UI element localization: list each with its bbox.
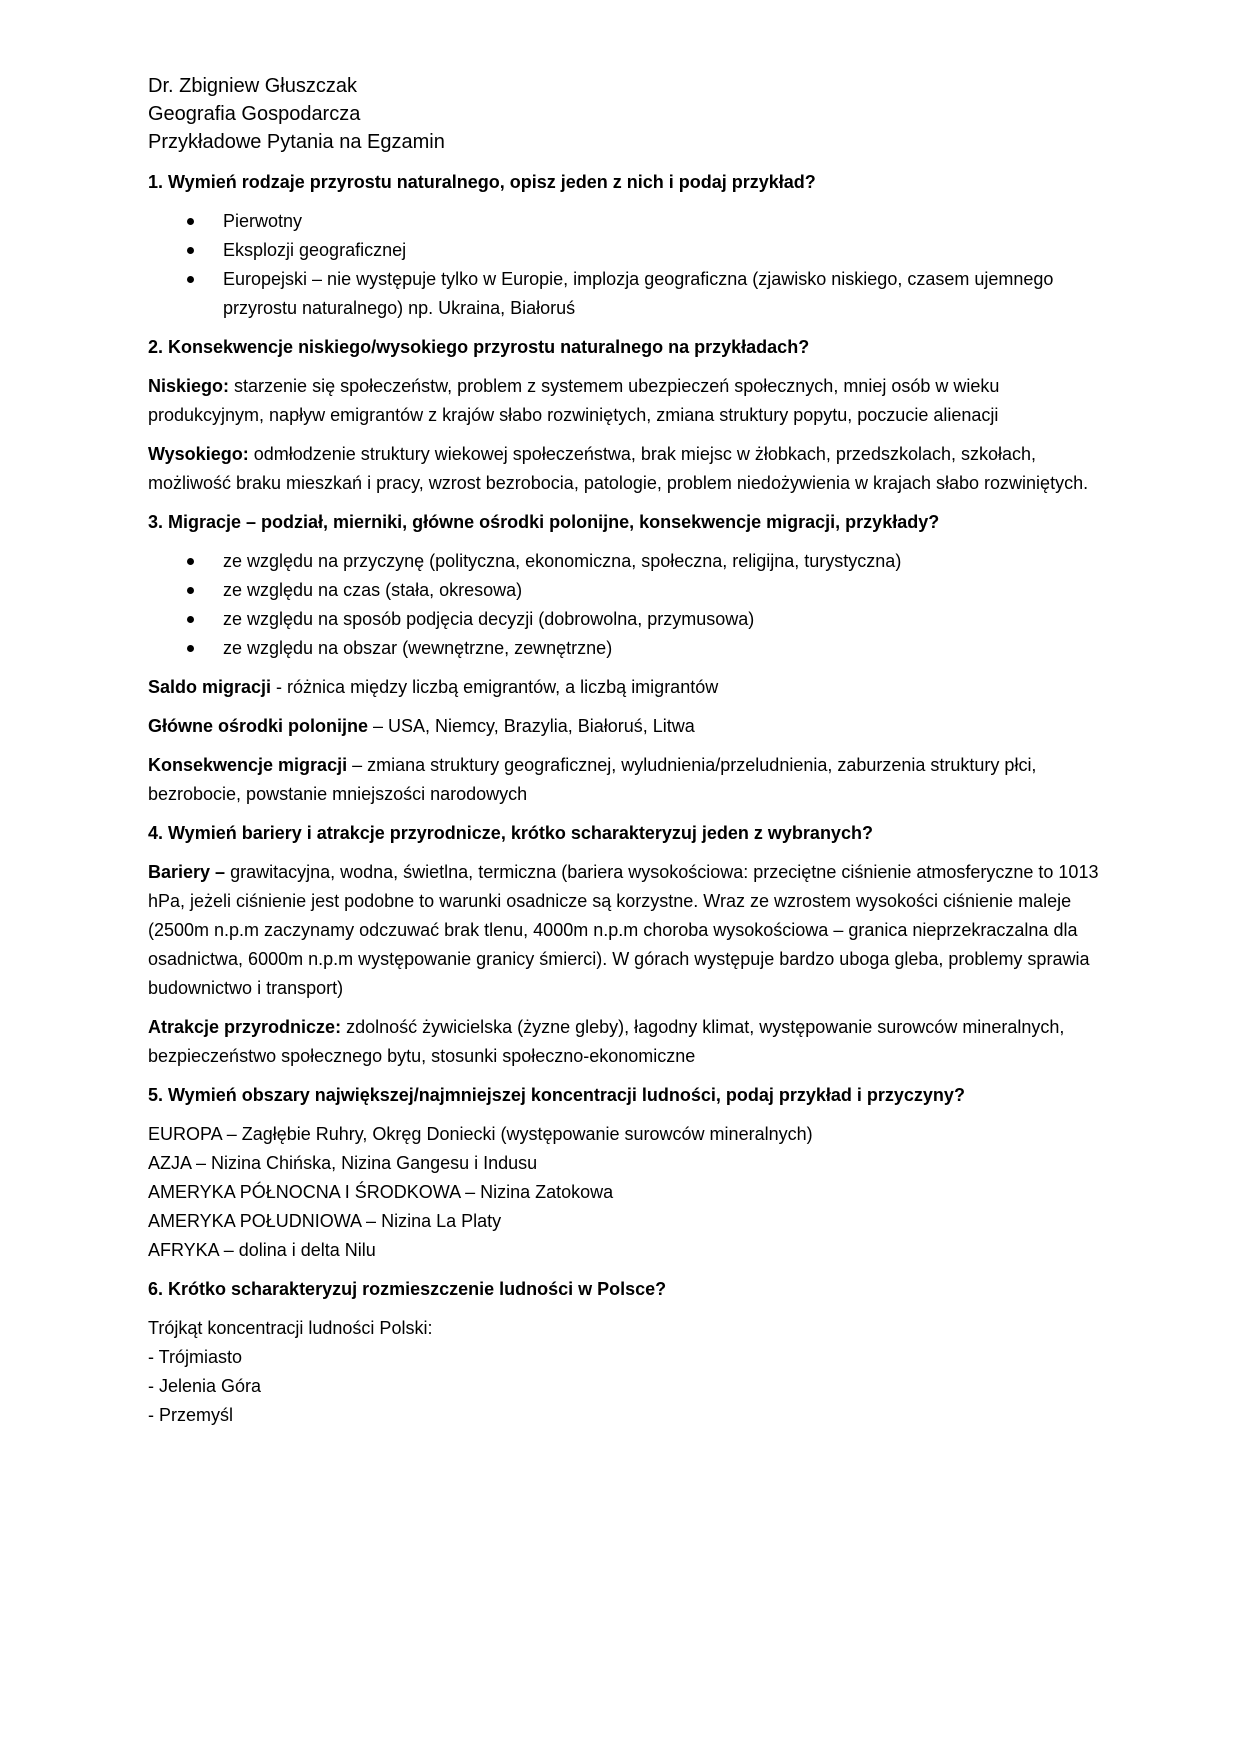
answer-text: – zmiana struktury geograficznej, wyludnienia/przeludnienia, zaburzenia struktury płci, bezrobocie, powstanie mniejszości narodowych (148, 755, 1037, 804)
answer-label: Wysokiego: (148, 444, 249, 464)
text-line: AFRYKA – dolina i delta Nilu (148, 1240, 376, 1260)
question-5-lines (148, 1120, 1108, 1265)
question-1-list (148, 207, 1108, 323)
document-page (148, 72, 1108, 1440)
answer-text: grawitacyjna, wodna, świetlna, termiczna (bariera wysokościowa: przeciętne ciśnienie atmosferyczne to 1013 hPa, jeżeli ciśnienie jest podobne to warunki osadnicze są korzystne. Wraz ze wzrostem wysokości ciśnienie maleje (2500m n.p.m zaczynamy odczuwać brak tlenu, 4000m n.p.m choroba wysokościowa – granica nieprzekraczalna dla osadnictwa, 6000m n.p.m występowanie granicy śmierci). W górach występuje bardzo uboga gleba, problemy sprawia budownictwo i transport) (148, 862, 1099, 998)
answer-label: Konsekwencje migracji (148, 755, 348, 775)
answer-label: Niskiego: (148, 376, 230, 396)
list-item: ze względu na czas (stała, okresowa) (148, 576, 1108, 605)
answer-label: Bariery – (148, 862, 226, 882)
text-line: AMERYKA POŁUDNIOWA – Nizina La Platy (148, 1211, 502, 1231)
question-2: 2. Konsekwencje niskiego/wysokiego przyrostu naturalnego na przykładach? (148, 337, 810, 357)
answer-paragraph-centers (148, 712, 1108, 741)
question-3-list (148, 547, 1108, 663)
answer-paragraph-attractions (148, 1013, 1108, 1071)
list-item: ze względu na przyczynę (polityczna, ekonomiczna, społeczna, religijna, turystyczna) (148, 547, 1108, 576)
answer-text: zdolność żywicielska (żyzne gleby), łagodny klimat, występowanie surowców mineralnych, bezpieczeństwo społecznego bytu, stosunki społeczno-ekonomiczne (148, 1017, 1065, 1066)
document-header (148, 72, 1108, 156)
answer-text: starzenie się społeczeństw, problem z systemem ubezpieczeń społecznych, mniej osób w wieku produkcyjnym, napływ emigrantów z krajów słabo rozwiniętych, zmiana struktury popytu, poczucie alienacji (148, 376, 1000, 425)
text-line: EUROPA – Zagłębie Ruhry, Okręg Doniecki (występowanie surowców mineralnych) (148, 1124, 813, 1144)
answer-label: Główne ośrodki polonijne (148, 716, 369, 736)
text-line: Trójkąt koncentracji ludności Polski: (148, 1318, 433, 1338)
document-subtitle: Przykładowe Pytania na Egzamin (148, 131, 445, 153)
answer-paragraph-consequences (148, 751, 1108, 809)
text-line: - Przemyśl (148, 1405, 233, 1425)
list-item: ze względu na sposób podjęcia decyzji (dobrowolna, przymusowa) (148, 605, 1108, 634)
answer-text: odmłodzenie struktury wiekowej społeczeństwa, brak miejsc w żłobkach, przedszkolach, szkołach, możliwość braku mieszkań i pracy, wzrost bezrobocia, patologie, problem niedożywienia w krajach słabo rozwiniętych. (148, 444, 1089, 493)
question-4: 4. Wymień bariery i atrakcje przyrodnicze, krótko scharakteryzuj jeden z wybranych? (148, 823, 873, 843)
answer-paragraph-saldo (148, 673, 1108, 702)
text-line: - Trójmiasto (148, 1347, 243, 1367)
list-item: Eksplozji geograficznej (148, 236, 1108, 265)
course-title: Geografia Gospodarcza (148, 103, 361, 125)
answer-text: - różnica między liczbą emigrantów, a liczbą imigrantów (271, 677, 719, 697)
text-line: AMERYKA PÓŁNOCNA I ŚRODKOWA – Nizina Zatokowa (148, 1182, 614, 1202)
text-line: AZJA – Nizina Chińska, Nizina Gangesu i Indusu (148, 1153, 538, 1173)
answer-text: – USA, Niemcy, Brazylia, Białoruś, Litwa (368, 716, 695, 736)
question-6-lines (148, 1314, 1108, 1430)
question-1: 1. Wymień rodzaje przyrostu naturalnego, opisz jeden z nich i podaj przykład? (148, 172, 816, 192)
answer-label: Saldo migracji (148, 677, 272, 697)
text-line: - Jelenia Góra (148, 1376, 262, 1396)
answer-paragraph-low (148, 372, 1108, 430)
answer-label: Atrakcje przyrodnicze: (148, 1017, 342, 1037)
question-3: 3. Migracje – podział, mierniki, główne ośrodki polonijne, konsekwencje migracji, przykłady? (148, 512, 940, 532)
question-6: 6. Krótko scharakteryzuj rozmieszczenie ludności w Polsce? (148, 1279, 667, 1299)
list-item: ze względu na obszar (wewnętrzne, zewnętrzne) (148, 634, 1108, 663)
list-item: Pierwotny (148, 207, 1108, 236)
answer-paragraph-barriers (148, 858, 1108, 1003)
answer-paragraph-high (148, 440, 1108, 498)
list-item: Europejski – nie występuje tylko w Europie, implozja geograficzna (zjawisko niskiego, czasem ujemnego przyrostu naturalnego) np. Ukraina, Białoruś (148, 265, 1108, 323)
author-name: Dr. Zbigniew Głuszczak (148, 75, 357, 97)
question-5: 5. Wymień obszary największej/najmniejszej koncentracji ludności, podaj przykład i przyczyny? (148, 1085, 965, 1105)
